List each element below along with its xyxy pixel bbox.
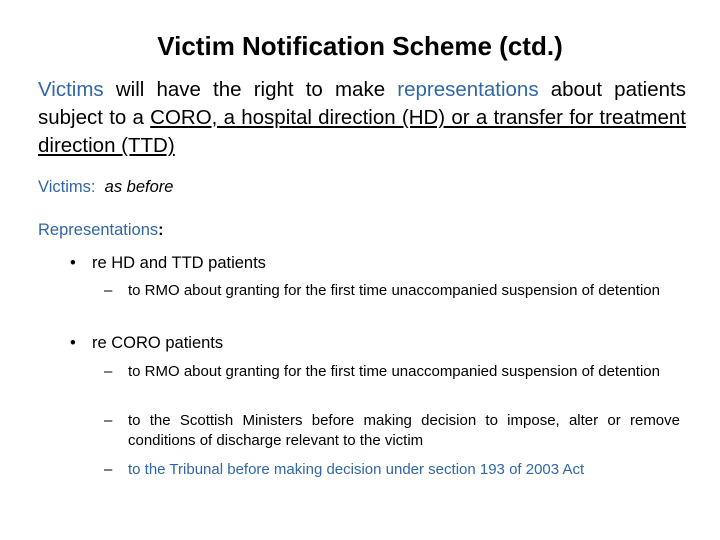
intro-paragraph [38,76,686,160]
intro-text-1: will have the right to make [103,78,398,101]
intro-text-2: about patients subject to a [38,78,686,129]
sub-item-text: to the Tribunal before making decision under section 193 of 2003 Act [128,461,585,478]
sub-item-text: to the Scottish Ministers before making decision to impose, alter or remove conditions of discharge relevant to the victim [128,412,680,449]
representations-colon: : [158,221,164,239]
sub-item [104,281,680,301]
sub-item [104,362,680,382]
bullet-coro [70,332,223,354]
dash-marker: – [104,363,113,380]
intro-representations: representations [397,78,539,101]
victims-label: Victims [38,178,91,196]
representations-line [38,219,164,241]
representations-label: Representations [38,221,159,239]
sub-item-text: to RMO about granting for the first time unaccompanied suspension of detention [128,282,660,299]
bullet-text: re CORO patients [92,334,224,352]
sub-item-text: to RMO about granting for the first time unaccompanied suspension of detention [128,363,660,380]
intro-victims: Victims [38,78,104,101]
bullet-text: re HD and TTD patients [92,254,266,272]
dash-marker: – [104,461,113,478]
sub-item [104,411,680,451]
dash-marker: – [104,282,113,299]
victims-line [38,176,173,198]
dash-marker: – [104,412,113,429]
intro-orders-underlined: CORO, a hospital direction (HD) or a transfer for treatment direction (TTD) [38,106,686,157]
bullet-marker: • [70,334,76,352]
sub-item [104,460,680,480]
slide-title: Victim Notification Scheme (ctd.) [157,31,563,61]
victims-text: as before [104,178,174,196]
victims-colon: : [90,178,96,196]
bullet-hd-ttd [70,252,266,274]
bullet-marker: • [70,254,76,272]
